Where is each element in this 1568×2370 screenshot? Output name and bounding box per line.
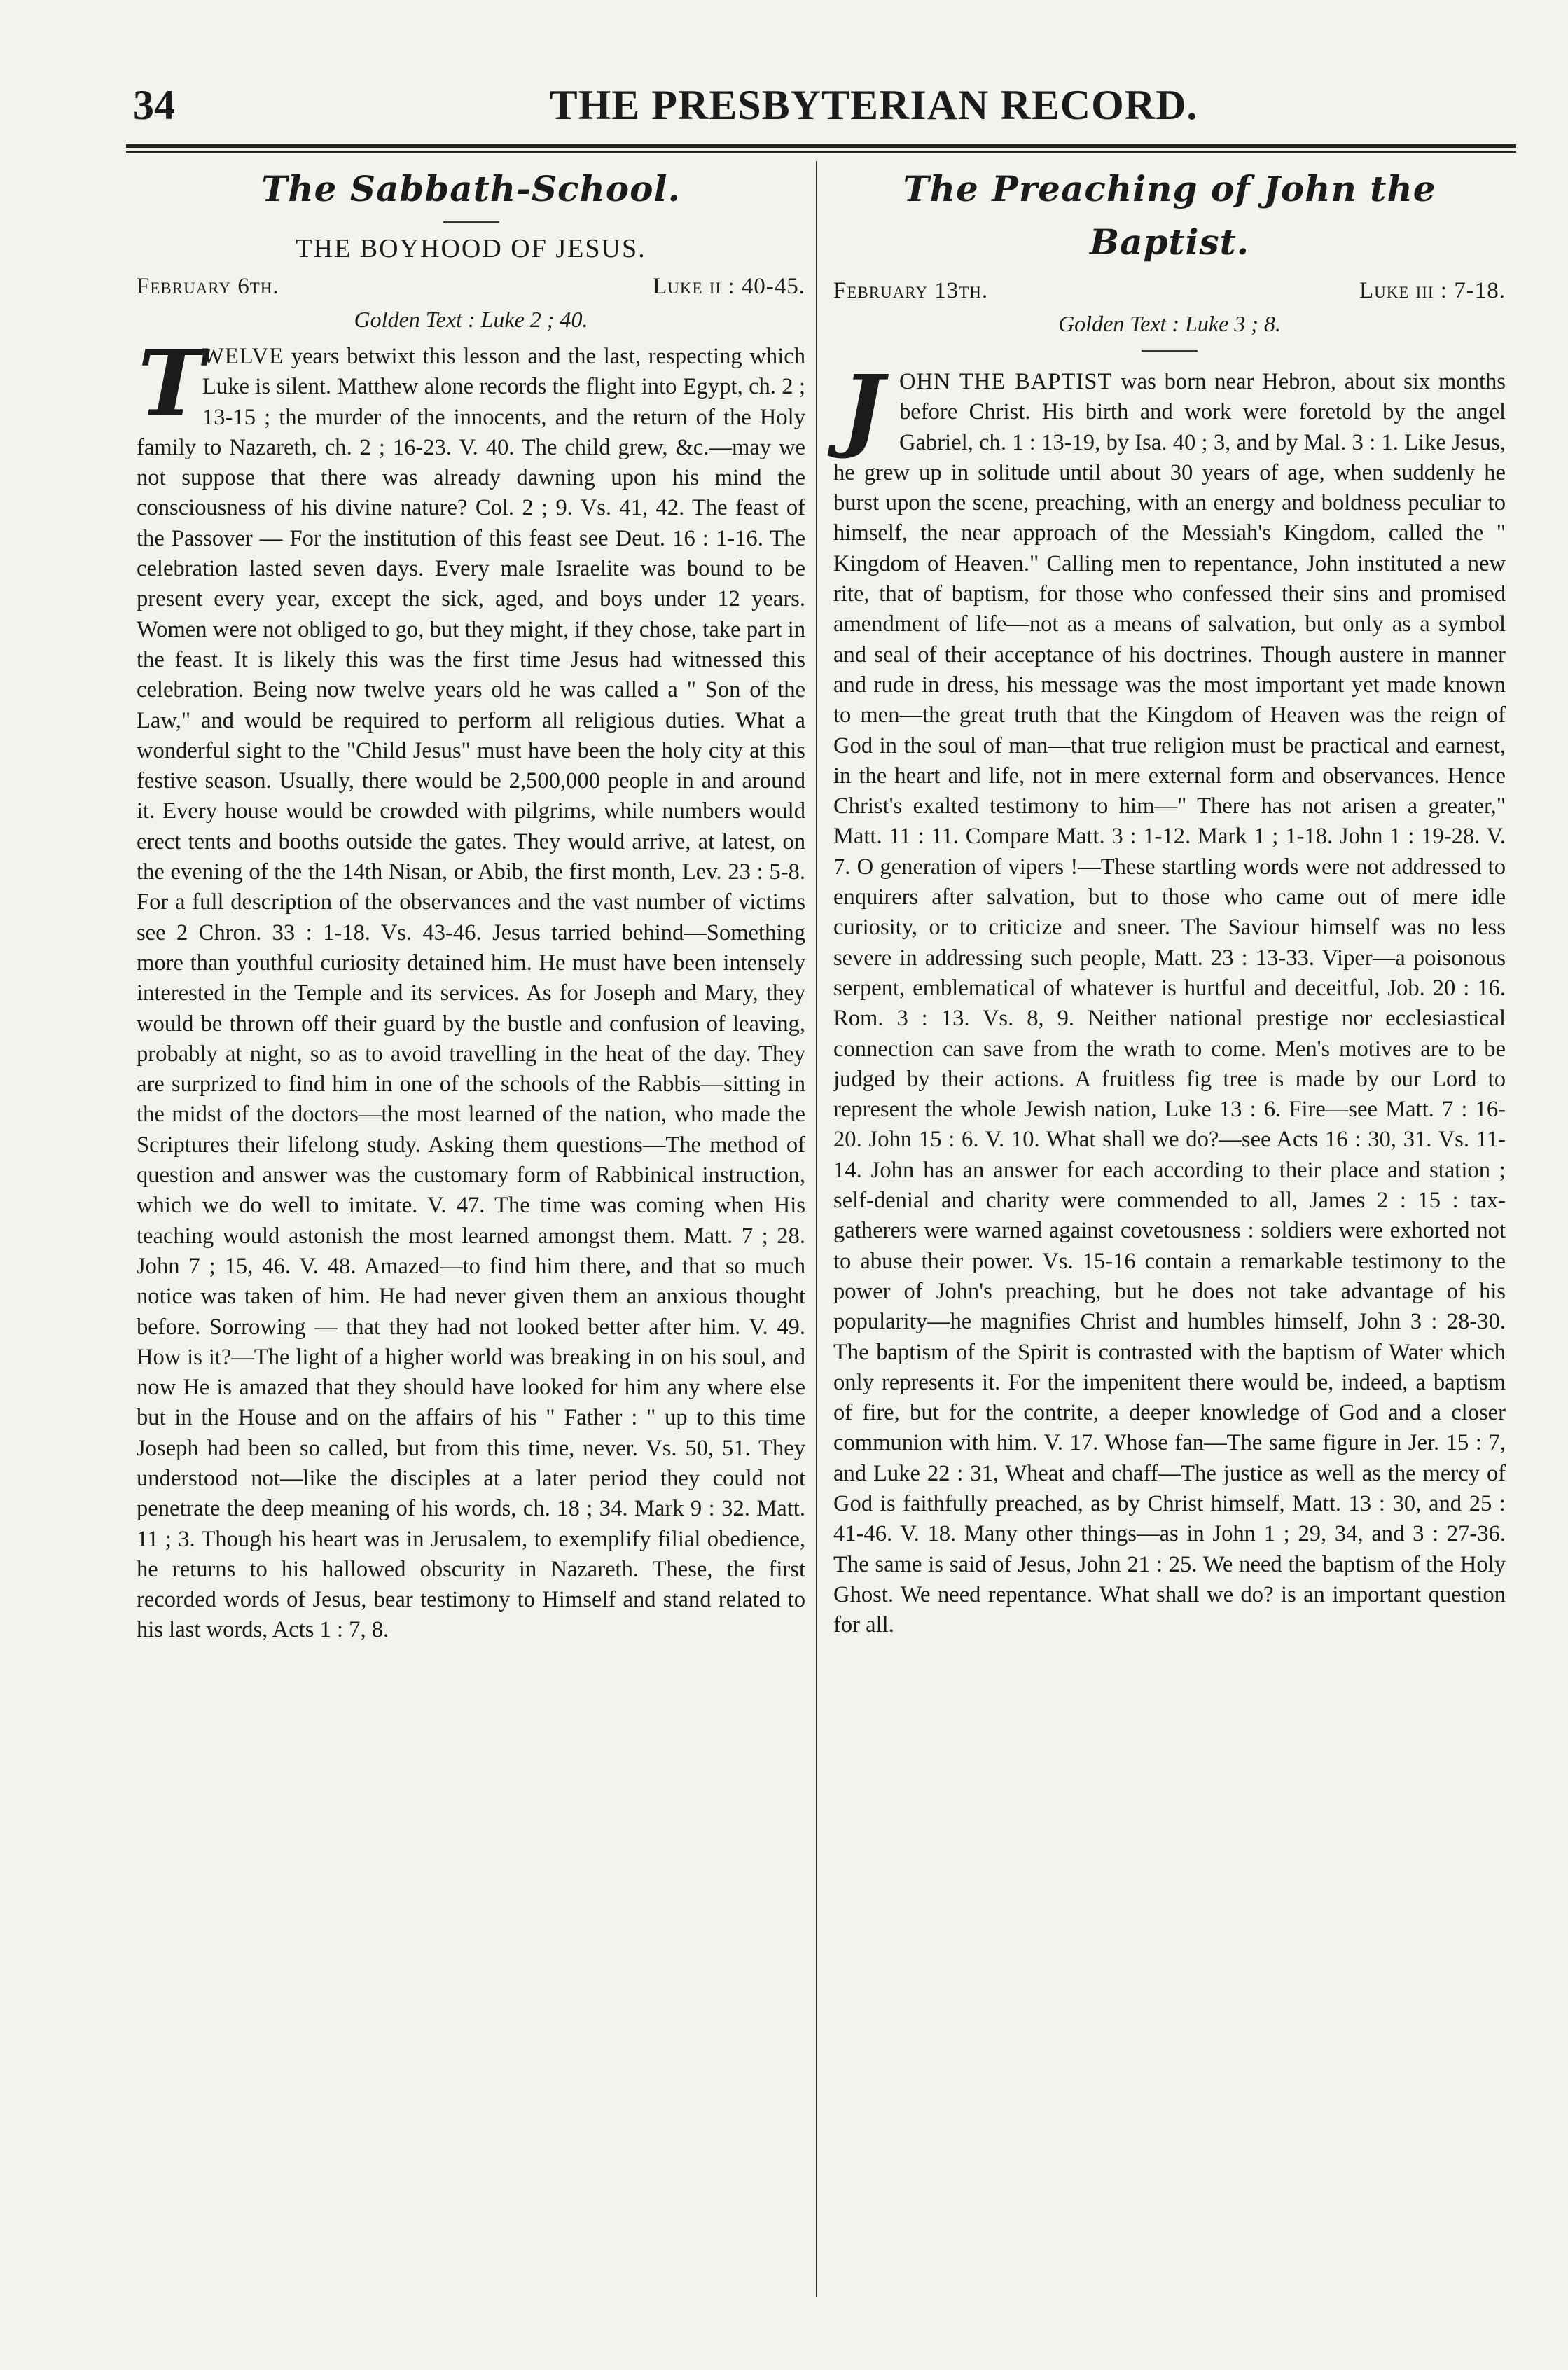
section-title-right: The Preaching of John the Baptist.	[903, 168, 1436, 263]
journal-title: THE PRESBYTERIAN RECORD.	[549, 82, 1198, 128]
body-text-left: years betwixt this lesson and the last, respecting which Luke is silent. Matthew alone records the flight into Egypt, ch. 2 ; 13-15 ; the murder of the innocents, and the return of the Holy family to Nazareth, ch. 2 ; 16-23. V. 40. The child grew, &c.—may we not suppose that there was already dawning upon his mind the consciousness of his divine nature? Col. 2 ; 9. Vs. 41, 42. The feast of the Passover — For the institution of this feast see Deut. 16 : 1-16. The celebration lasted seven days. Every male Israelite was bound to be present every year, except the sick, aged, and boys under 12 years. Women were not obliged to go, but they might, if they chose, take part in the feast. It is likely this was the first time Jesus had witnessed this celebration. Being now twelve years old he was called a " Son of the Law," and would be required to perform all religious duties. What a wonderful sight to the "Child Jesus" must have been the holy city at this festive season. Usually, there would be 2,500,000 people in and around it. Every house would be crowded with pilgrims, while numbers would erect tents and booths outside the gates. They would arrive, at latest, on the evening of the the 14th Nisan, or Abib, the first month, Lev. 23 : 5-8. For a full description of the observances and the vast number of victims see 2 Chron. 33 : 1-18. Vs. 43-46. Jesus tarried behind—Something more than youthful curiosity detained him. He must have been intensely interested in the Temple and its services. As for Joseph and Mary, they would be thrown off their guard by the bustle and confusion of leaving, probably at night, so as to avoid travelling in the heat of the day. They are surprized to find him in one of the schools of the Rabbis—sitting in the midst of the doctors—the most learned of the nation, who made the Scriptures their lifelong study. Asking them questions—The method of question and answer was the customary form of Rabbinical instruction, which we do well to imitate. V. 47. The time was coming when His teaching would astonish the most learned amongst them. Matt. 7 ; 28. John 7 ; 15, 46. V. 48. Amazed—to find him there, and that so much notice was taken of him. He had never given them an anxious thought before. Sorrowing — that they had not looked better after him. V. 49. How is it?—The light of a higher world was breaking in on his soul, and now He is amazed that they should have looked for him any where else but in the House and on the affairs of his " Father : " up to this time Joseph had been so called, but from this time, never. Vs. 50, 51. They understood not—like the disciples at a later period they could not penetrate the deep meaning of his words, ch. 18 ; 34. Mark 9 : 32. Matt. 11 ; 3. Though his heart was in Jerusalem, to exemplify filial obedience, he returns to his hallowed obscurity in Nazareth. These, the first recorded words of Jesus, bear testimony to Himself and stand related to his last words, Acts 1 : 7, 8.	[137, 344, 805, 1643]
column-divider	[816, 161, 817, 2297]
lead-word-left: WELVE	[202, 344, 284, 369]
article-body-right	[833, 356, 1506, 1640]
left-column	[137, 162, 805, 1646]
lesson-date-left: February 6th.	[137, 274, 279, 299]
golden-text-left: Golden Text : Luke 2 ; 40.	[354, 307, 588, 332]
dropcap-right: J	[841, 356, 884, 462]
header-rule-thin	[126, 151, 1516, 153]
page-number: 34	[133, 82, 175, 128]
title-rule-left	[443, 221, 499, 223]
lesson-meta-left	[137, 270, 805, 303]
right-column	[833, 162, 1506, 1640]
body-text-right: was born near Hebron, about six months before Christ. His birth and work were foretold by the angel Gabriel, ch. 1 : 13-19, by Isa. 40 ; 3, and by Mal. 3 : 1. Like Jesus, he grew up in solitude until about 30 years of age, when suddenly he burst upon the scene, preaching, with an energy and boldness peculiar to himself, the near approach of the Messiah's Kingdom, called the " Kingdom of Heaven." Calling men to repentance, John instituted a new rite, that of baptism, for those who confessed their sins and promised amendment of life—not as a means of salvation, but only as a symbol and seal of their acceptance of his doctrines. Though austere in manner and rude in dress, his message was the most important yet made known to men—the great truth that the Kingdom of Heaven was the reign of God in the soul of man—that true religion must be practical and earnest, in the heart and life, not in mere external form and observances. Hence Christ's exalted testimony to him—" There has not arisen a greater," Matt. 11 : 11. Compare Matt. 3 : 1-12. Mark 1 ; 1-18. John 1 : 19-28. V. 7. O generation of vipers !—These startling words were not addressed to enquirers after salvation, but to those who came out of mere idle curiosity, or to criticize and sneer. The Saviour himself was no less severe in addressing such people, Matt. 23 : 13-33. Viper—a poisonous serpent, emblematical of whatever is hurtful and deceitful, Job. 20 : 16. Rom. 3 : 13. Vs. 8, 9. Neither national prestige nor ecclesiastical connection can save from the wrath to come. Men's motives are to be judged by their actions. A fruitless fig tree is made by our Lord to represent the whole Jewish nation, Luke 13 : 6. Fire—see Matt. 7 : 16-20. John 15 : 6. V. 10. What shall we do?—see Acts 16 : 30, 31. Vs. 11-14. John has an answer for each according to their place and station ; self-denial and charity were commended to all, James 2 : 15 : tax-gatherers were warned against covetousness : soldiers were exhorted not to abuse their power. Vs. 15-16 contain a remarkable testimony to the power of John's preaching, but he does not take advantage of his popularity—he magnifies Christ and humbles himself, John 3 : 28-30. The baptism of the Spirit is contrasted with the baptism of Water which only represents it. For the impenitent there would be, indeed, a baptism of fire, but for the contrite, a deeper knowledge of God and a closer communion with him. V. 17. Whose fan—The same figure in Jer. 15 : 7, and Luke 22 : 31, Wheat and chaff—The justice as well as the mercy of God is faithfully preached, as by Christ himself, Matt. 13 : 30, and 25 : 41-46. V. 18. Many other things—as in John 1 ; 29, 34, and 3 : 27-36. The same is said of Jesus, John 21 : 25. We need the baptism of the Holy Ghost. We need repentance. What shall we do? is an important question for all.	[833, 369, 1506, 1638]
lesson-meta-right	[833, 275, 1506, 307]
article-body-left	[137, 331, 805, 1646]
lesson-title: THE BOYHOOD OF JESUS.	[296, 234, 646, 263]
section-title-left: The Sabbath-School.	[261, 168, 681, 209]
lead-word-right: OHN THE BAPTIST	[899, 369, 1113, 394]
header-rule-thick	[126, 144, 1516, 148]
page-header	[126, 77, 1516, 141]
dropcap-left: T	[138, 331, 205, 436]
golden-text-right: Golden Text : Luke 3 ; 8.	[1058, 311, 1281, 336]
lesson-reference-left: Luke ii : 40-45.	[653, 274, 805, 299]
lesson-date-right: February 13th.	[833, 278, 989, 303]
title-rule-right	[1142, 350, 1198, 352]
lesson-reference-right: Luke iii : 7-18.	[1359, 278, 1506, 303]
newspaper-page	[126, 77, 1516, 2346]
